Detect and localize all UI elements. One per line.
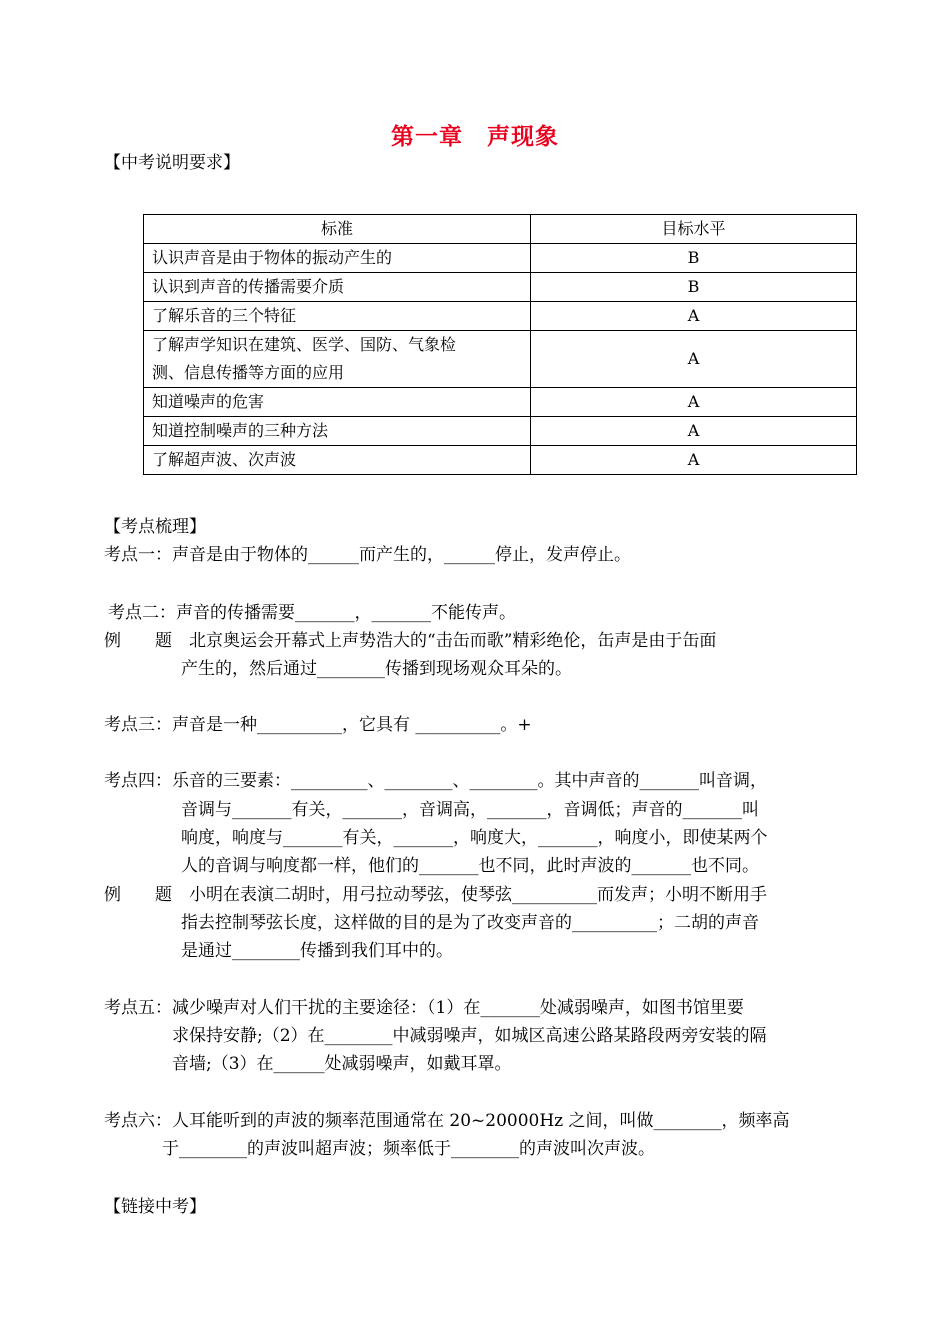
table-cell-standard: 知道控制噪声的三种方法 [144, 417, 531, 446]
requirements-table [143, 214, 857, 475]
section-requirements-heading: 【中考说明要求】 [104, 153, 240, 173]
table-row [144, 331, 857, 388]
point-3: 考点三：声音是一种__________，它具有 __________。+ [104, 715, 532, 735]
point-2: 考点二：声音的传播需要_______，_______不能传声。 [108, 603, 516, 623]
table-cell-level: A [531, 331, 857, 388]
table-cell-level: A [531, 388, 857, 417]
point-1: 考点一：声音是由于物体的______而产生的，______停止，发声停止。 [104, 545, 631, 565]
table-cell-level: B [531, 244, 857, 273]
table-cell-level: A [531, 302, 857, 331]
table-row [144, 302, 857, 331]
table-cell-standard-line2: 测、信息传播等方面的应用 [152, 363, 345, 382]
table-cell-standard: 了解超声波、次声波 [144, 446, 531, 475]
example-2-line-2: 指去控制琴弦长度，这样做的目的是为了改变声音的__________；二胡的声音 [181, 913, 759, 933]
table-row [144, 244, 857, 273]
table-cell-standard [144, 331, 531, 388]
point-6-line-1: 考点六：人耳能听到的声波的频率范围通常在 20~20000Hz 之间，叫做________，频率高 [104, 1111, 790, 1131]
point-5-line-3: 音墙;（3）在______处减弱噪声，如戴耳罩。 [172, 1054, 512, 1074]
table-cell-level: A [531, 417, 857, 446]
point-4-line-4: 人的音调与响度都一样，他们的_______也不同，此时声波的_______也不同。 [181, 856, 759, 876]
table-cell-level: A [531, 446, 857, 475]
point-5-line-2: 求保持安静;（2）在________中减弱噪声，如城区高速公路某路段两旁安装的隔 [172, 1026, 767, 1046]
table-header-row [144, 215, 857, 244]
point-4-line-3: 响度，响度与_______有关，_______，响度大，_______，响度小，即使某两个 [181, 828, 768, 848]
point-4-line-2: 音调与_______有关，_______，音调高，_______，音调低；声音的_______叫 [181, 800, 759, 820]
table-cell-standard: 认识到声音的传播需要介质 [144, 273, 531, 302]
table-cell-level: B [531, 273, 857, 302]
table-cell-standard: 了解乐音的三个特征 [144, 302, 531, 331]
example-2-line-1: 例 题 小明在表演二胡时，用弓拉动琴弦，使琴弦__________而发声；小明不断用手 [104, 885, 767, 905]
table-header-standard: 标准 [144, 215, 531, 244]
page-title: 第一章 声现象 [391, 123, 559, 150]
table-header-level: 目标水平 [531, 215, 857, 244]
point-4-line-1: 考点四：乐音的三要素：_________、________、________。其中声音的_______叫音调， [104, 771, 767, 791]
table-cell-standard: 认识声音是由于物体的振动产生的 [144, 244, 531, 273]
table-cell-standard: 知道噪声的危害 [144, 388, 531, 417]
example-2-line-3: 是通过________传播到我们耳中的。 [181, 941, 453, 961]
example-1-line-2: 产生的，然后通过________传播到现场观众耳朵的。 [181, 659, 572, 679]
point-6-line-2: 于________的声波叫超声波；频率低于________的声波叫次声波。 [162, 1139, 655, 1159]
table-row [144, 417, 857, 446]
table-row [144, 388, 857, 417]
table-row [144, 273, 857, 302]
table-cell-standard-line1: 了解声学知识在建筑、医学、国防、气象检 [152, 335, 457, 354]
point-5-line-1: 考点五：减少噪声对人们干扰的主要途径：（1）在_______处减弱噪声，如图书馆里要 [104, 998, 744, 1018]
example-1-line-1: 例 题 北京奥运会开幕式上声势浩大的“击缶而歌”精彩绝伦，缶声是由于缶面 [104, 631, 717, 651]
table-row [144, 446, 857, 475]
section-review-heading: 【考点梳理】 [104, 517, 206, 537]
section-link-heading: 【链接中考】 [104, 1197, 206, 1217]
